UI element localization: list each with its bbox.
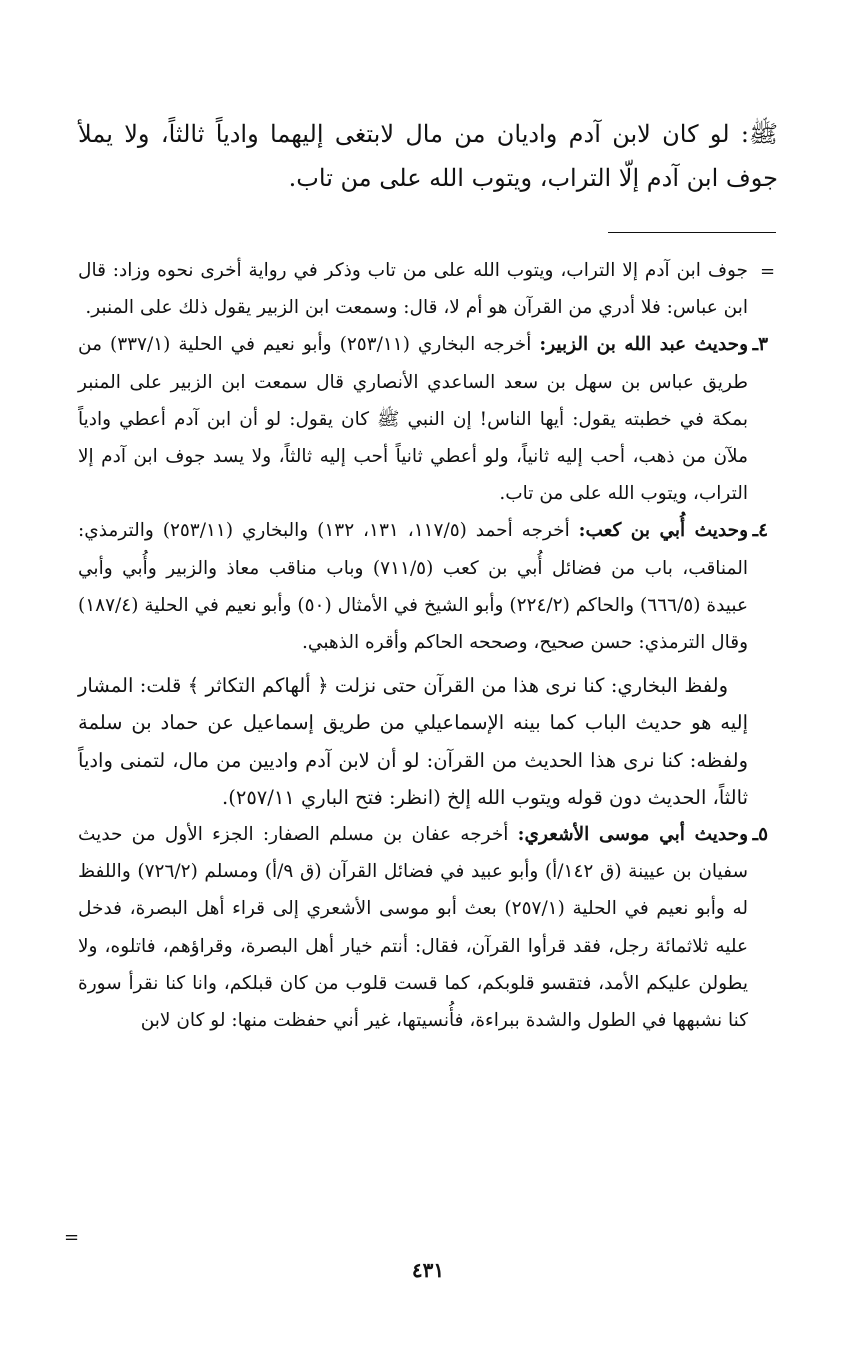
continuation-mark-top: = <box>760 261 776 282</box>
footnote-title: وحديث عبد الله بن الزبير: <box>539 334 749 356</box>
footnote-separator <box>608 232 776 233</box>
footnote-number: ٤ـ <box>752 520 768 542</box>
footnote-item <box>78 512 768 661</box>
footnote-number: ٣ـ <box>752 334 768 356</box>
footnote-item <box>78 816 768 1039</box>
footnote-text: أخرجه عفان بن مسلم الصفار: الجزء الأول من حديث سفيان بن عيينة (ق ١٤٢/أ) وأبو عبيد في فضائل القرآن (ق ٩/أ) ومسلم (٧٢٦/٢) واللفظ له وأبو نعيم في الحلية (٢٥٧/١) بعث أبو موسى الأشعري إلى قراء أهل البصرة، فدخل عليه ثلاثمائة رجل، فقد قرأوا القرآن، فقال: أنتم خيار أهل البصرة، وقراؤهم، فاتلوه، ولا يطولن عليكم الأمد، فتقسو قلوبكم، كما قست قلوب من كان قبلكم، وانا كنا نقرأ سورة كنا نشبهها في الطول والشدة ببراءة، فأُنسيتها، غير أني حفظت منها: لو كان لابن <box>78 824 749 1032</box>
footnote-title: وحديث أبي موسى الأشعري: <box>517 824 749 846</box>
footnote-text: أخرجه البخاري (٢٥٣/١١) وأبو نعيم في الحلية (٣٣٧/١) من طريق عباس بن سهل بن سعد الساعدي الأنصاري قال سمعت ابن الزبير على المنبر بمكة في خطبته يقول: أيها الناس! إن النبي ﷺ كان يقول: لو أن ابن آدم أعطي وادياً ملآن من ذهب، أحب إليه ثانياً، ولو أعطي ثانياً أحب إليه ثالثاً، ولا يسد جوف ابن آدم إلا التراب، ويتوب الله على من تاب. <box>78 334 748 505</box>
footnotes <box>78 252 768 1039</box>
footnote-continuation: جوف ابن آدم إلا التراب، ويتوب الله على من تاب وذكر في رواية أخرى نحوه وزاد: قال ابن عباس: فلا أدري من القرآن هو أم لا، قال: وسمعت ابن الزبير يقول ذلك على المنبر. <box>78 260 748 319</box>
main-text: ﷺ: لو كان لابن آدم واديان من مال لابتغى إليهما وادياً ثالثاً، ولا يملأ جوف ابن آدم إلّا التراب، ويتوب الله على من تاب. <box>78 120 778 192</box>
footnote-title: وحديث أُبي بن كعب: <box>578 520 749 542</box>
page-number: ٤٣١ <box>411 1258 445 1282</box>
footnote-text: أخرجه أحمد (١١٧/٥، ١٣١، ١٣٢) والبخاري (٢٥٣/١١) والترمذي: المناقب، باب من فضائل أُبي بن كعب (٧١١/٥) وباب مناقب معاذ والزبير وأُبي وأبي عبيدة (٦٦٦/٥) والحاكم (٢٢٤/٢) وأبو الشيخ في الأمثال (٥٠) وأبو نعيم في الحلية (١٨٧/٤) وقال الترمذي: حسن صحيح، وصححه الحاكم وأقره الذهبي. <box>78 520 748 654</box>
continuation-mark-bottom: = <box>64 1227 80 1248</box>
footnote-item <box>78 326 768 512</box>
footnote-number: ٥ـ <box>752 824 768 846</box>
footnote-quote: ولفظ البخاري: كنا نرى هذا من القرآن حتى نزلت ﴿ ألهاكم التكاثر ﴾ قلت: المشار إليه هو حديث الباب كما بينه الإسماعيلي من طريق إسماعيل عن حماد بن سلمة ولفظه: كنا نرى هذا الحديث من القرآن: لو أن لابن آدم واديين من مال، لتمنى وادياً ثالثاً، الحديث دون قوله ويتوب الله إلخ (انظر: فتح الباري ٢٥٧/١١). <box>78 674 748 809</box>
